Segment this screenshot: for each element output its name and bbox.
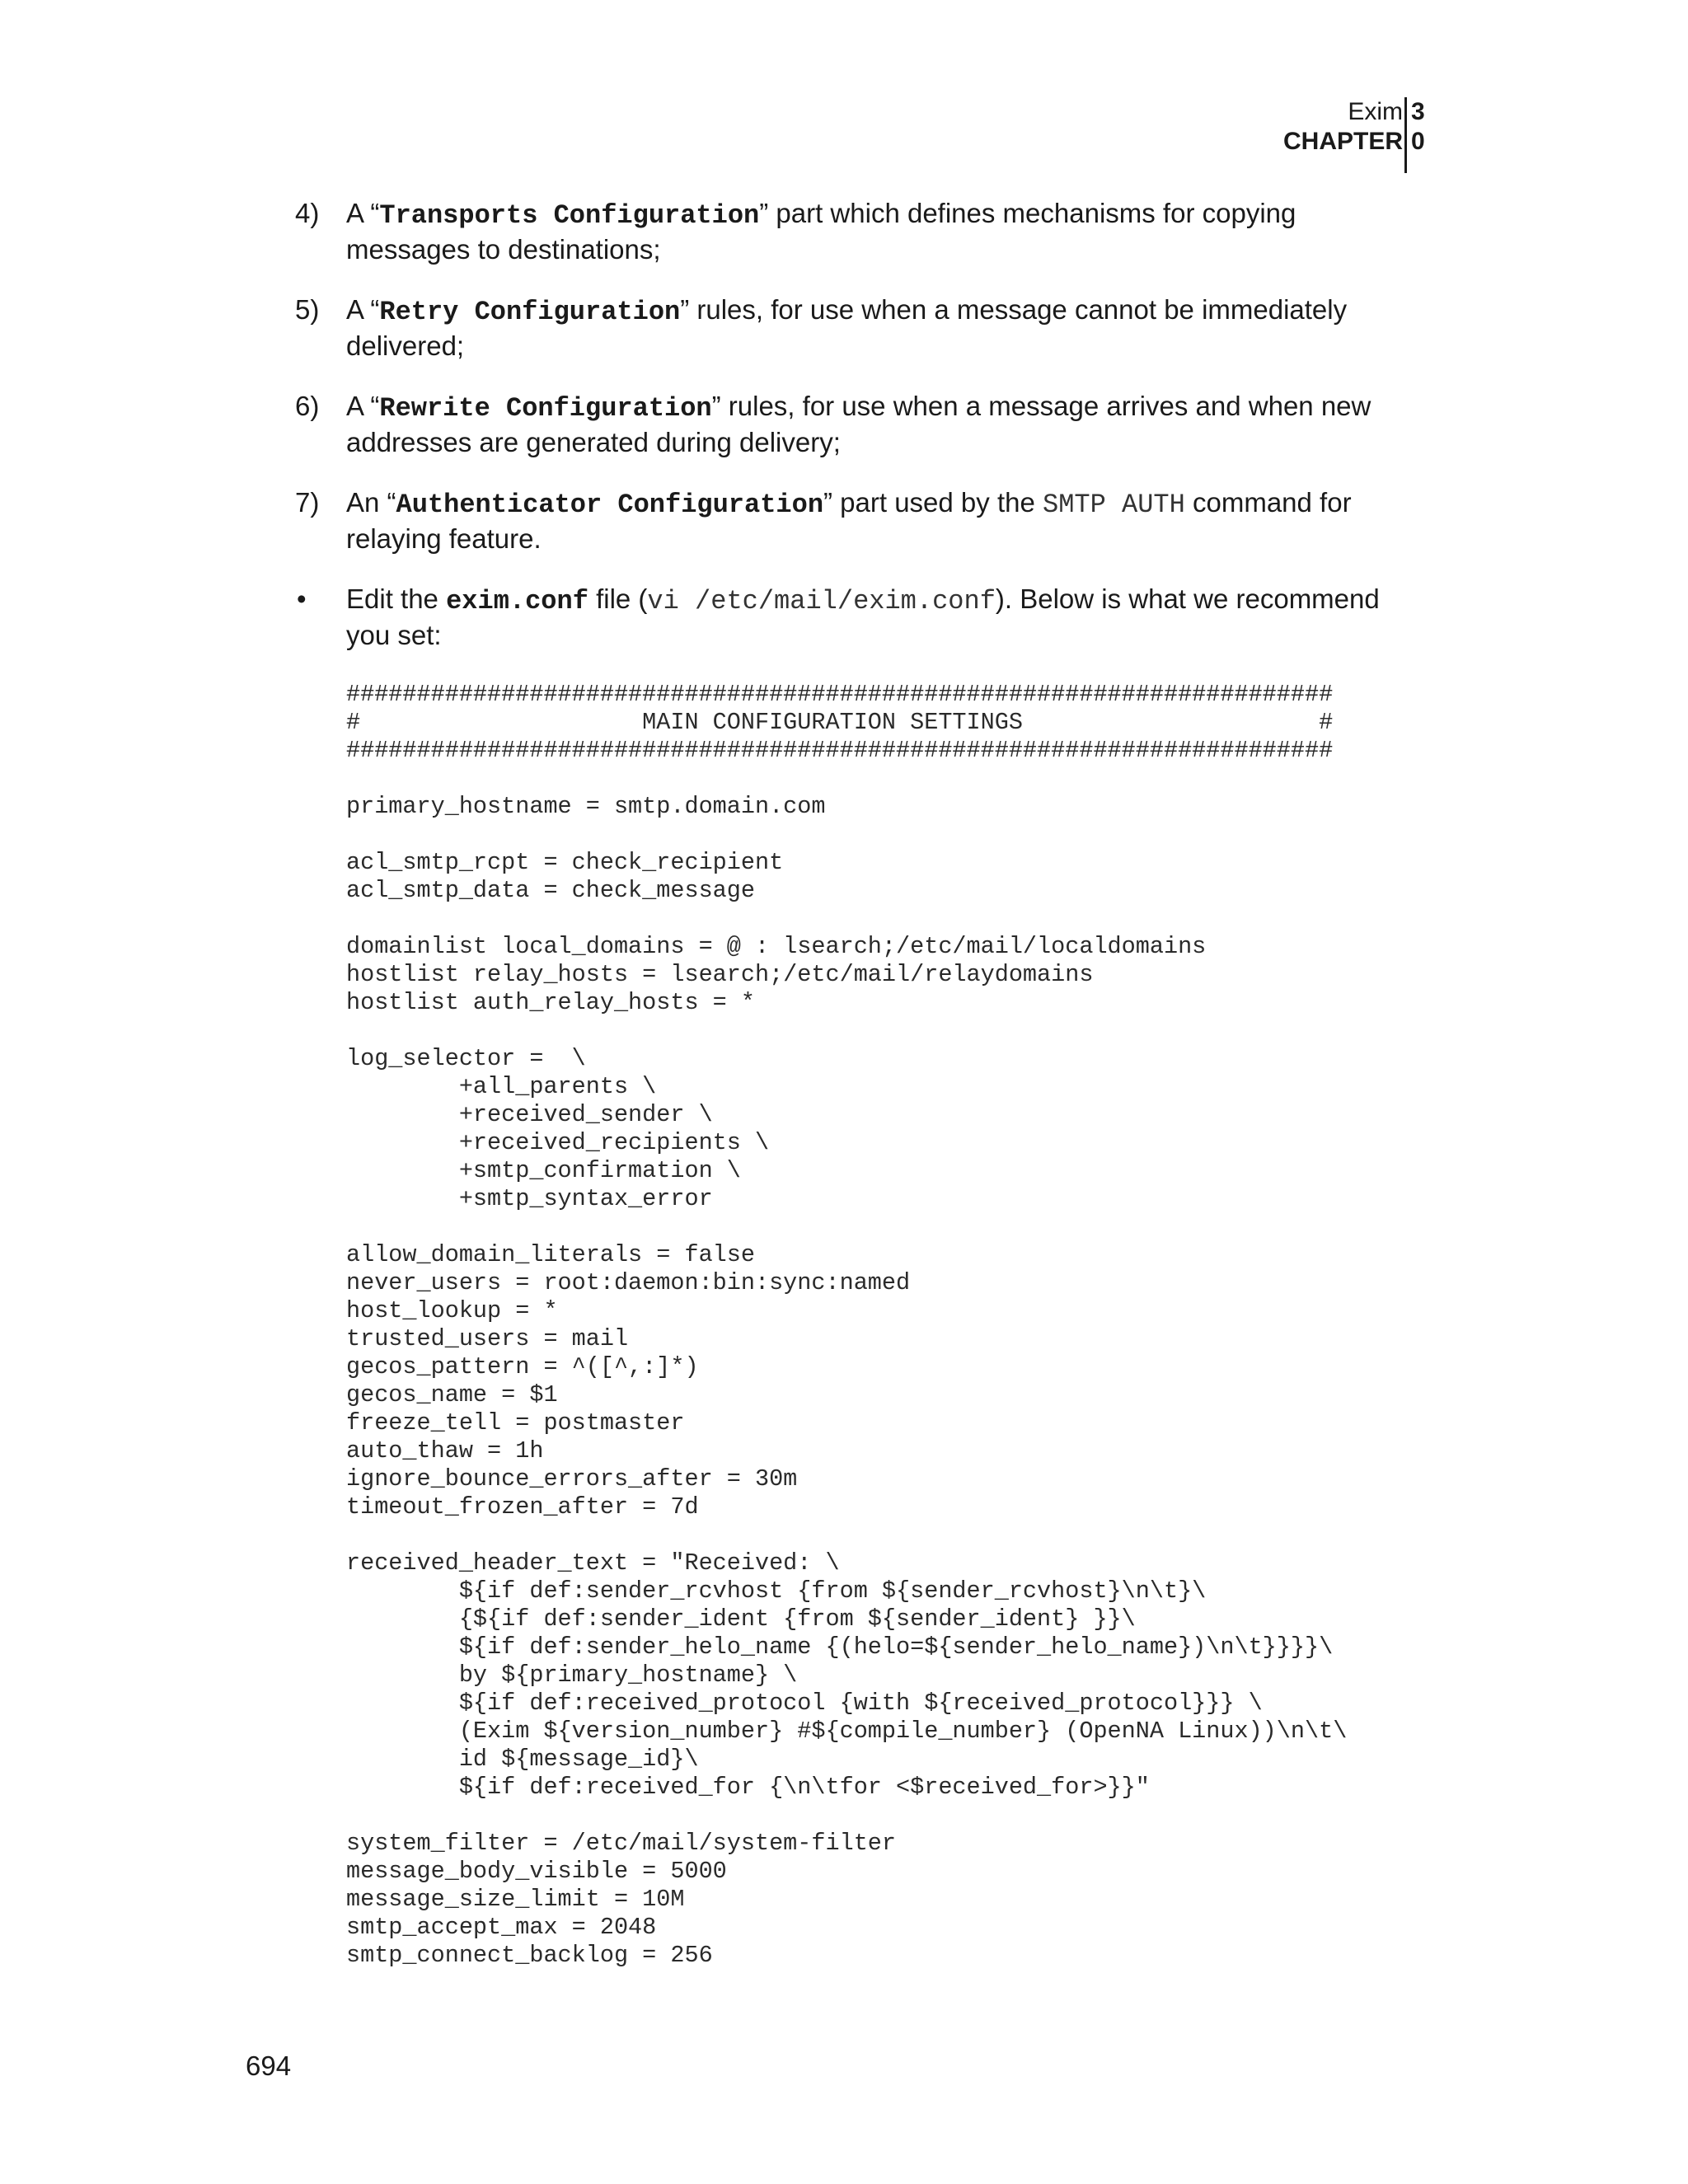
text-span: A “: [346, 198, 380, 228]
list-number: 6): [295, 391, 320, 421]
config-term: Authenticator Configuration: [396, 490, 824, 520]
list-number: 7): [295, 487, 320, 518]
text-span: ). Below is what we recommend: [995, 583, 1380, 614]
header-divider: [1404, 97, 1407, 173]
list-item-text: [346, 485, 1418, 555]
text-span: ” part used by the: [823, 487, 1043, 518]
chapter-digit-2: 0: [1411, 128, 1425, 155]
text-span: ” rules, for use when a message cannot be immediately: [680, 294, 1348, 325]
text-span: addresses are generated during delivery;: [346, 427, 841, 457]
config-term: Transports Configuration: [379, 200, 760, 231]
text-span: relaying feature.: [346, 523, 542, 554]
list-number: 4): [295, 198, 320, 228]
text-span: command for: [1184, 487, 1352, 518]
page-number: 694: [246, 2050, 292, 2081]
bullet-text: [346, 582, 1418, 652]
header-title: Exim: [1348, 98, 1403, 125]
text-span: Edit the: [346, 583, 447, 614]
edit-command: vi /etc/mail/exim.conf: [647, 586, 996, 616]
text-span: ” rules, for use when a message arrives and when new: [711, 391, 1372, 421]
text-span: you set:: [346, 620, 442, 650]
header-chapter-number: [1411, 97, 1425, 157]
text-span: file (: [588, 583, 648, 614]
text-span: messages to destinations;: [346, 234, 661, 265]
filename: exim.conf: [446, 586, 588, 616]
text-span: A “: [346, 391, 380, 421]
header-title-block: [1283, 97, 1403, 157]
list-number: 5): [295, 294, 320, 325]
config-term: Rewrite Configuration: [379, 393, 712, 424]
running-header: [1236, 97, 1434, 173]
smtp-auth-command: SMTP AUTH: [1043, 490, 1185, 520]
text-span: delivered;: [346, 330, 465, 361]
list-item-text: [346, 293, 1418, 363]
bullet-icon: •: [297, 583, 307, 614]
chapter-digit-1: 3: [1411, 98, 1425, 125]
text-span: An “: [346, 487, 396, 518]
exim-config-code: ###################################################################### # MAIN CONFIGURATION SETTINGS # ###################################################################### primary_hostname = smtp.domain.com acl_smtp_rcpt = check_recipient acl_smtp_data = check_message domainlist local_domains = @ : lsearch;/etc/mail/localdomains hostlist relay_hosts = lsearch;/etc/mail/relaydomains hostlist auth_relay_hosts = * log_selector = \ +all_parents \ +received_sender \ +received_recipients \ +smtp_confirmation \ +smtp_syntax_error allow_domain_literals = false never_users = root:daemon:bin:sync:named host_lookup = * trusted_users = mail gecos_pattern = ^([^,:]*) gecos_name = $1 freeze_tell = postmaster auto_thaw = 1h ignore_bounce_errors_after = 30m timeout_frozen_after = 7d received_header_text = "Received: \ ${if def:sender_rcvhost {from ${sender_rcvhost}\n\t}\ {${if def:sender_ident {from ${sender_ident} }}\ ${if def:sender_helo_name {(helo=${sender_helo_name})\n\t}}}}\ by ${primary_hostname} \ ${if def:received_protocol {with ${received_protocol}}} \ (Exim ${version_number} #${compile_number} (OpenNA Linux))\n\t\ id ${message_id}\ ${if def:received_for {\n\tfor <$received_for>}}" system_filter = /etc/mail/system-filter message_body_visible = 5000 message_size_limit = 10M smtp_accept_max = 2048 smtp_connect_backlog = 256: [346, 681, 1348, 1969]
config-term: Retry Configuration: [379, 297, 681, 327]
list-item-text: [346, 389, 1418, 459]
text-span: A “: [346, 294, 380, 325]
text-span: ” part which defines mechanisms for copying: [759, 198, 1296, 228]
header-chapter-label: CHAPTER: [1282, 128, 1403, 155]
list-item-text: [346, 196, 1418, 266]
